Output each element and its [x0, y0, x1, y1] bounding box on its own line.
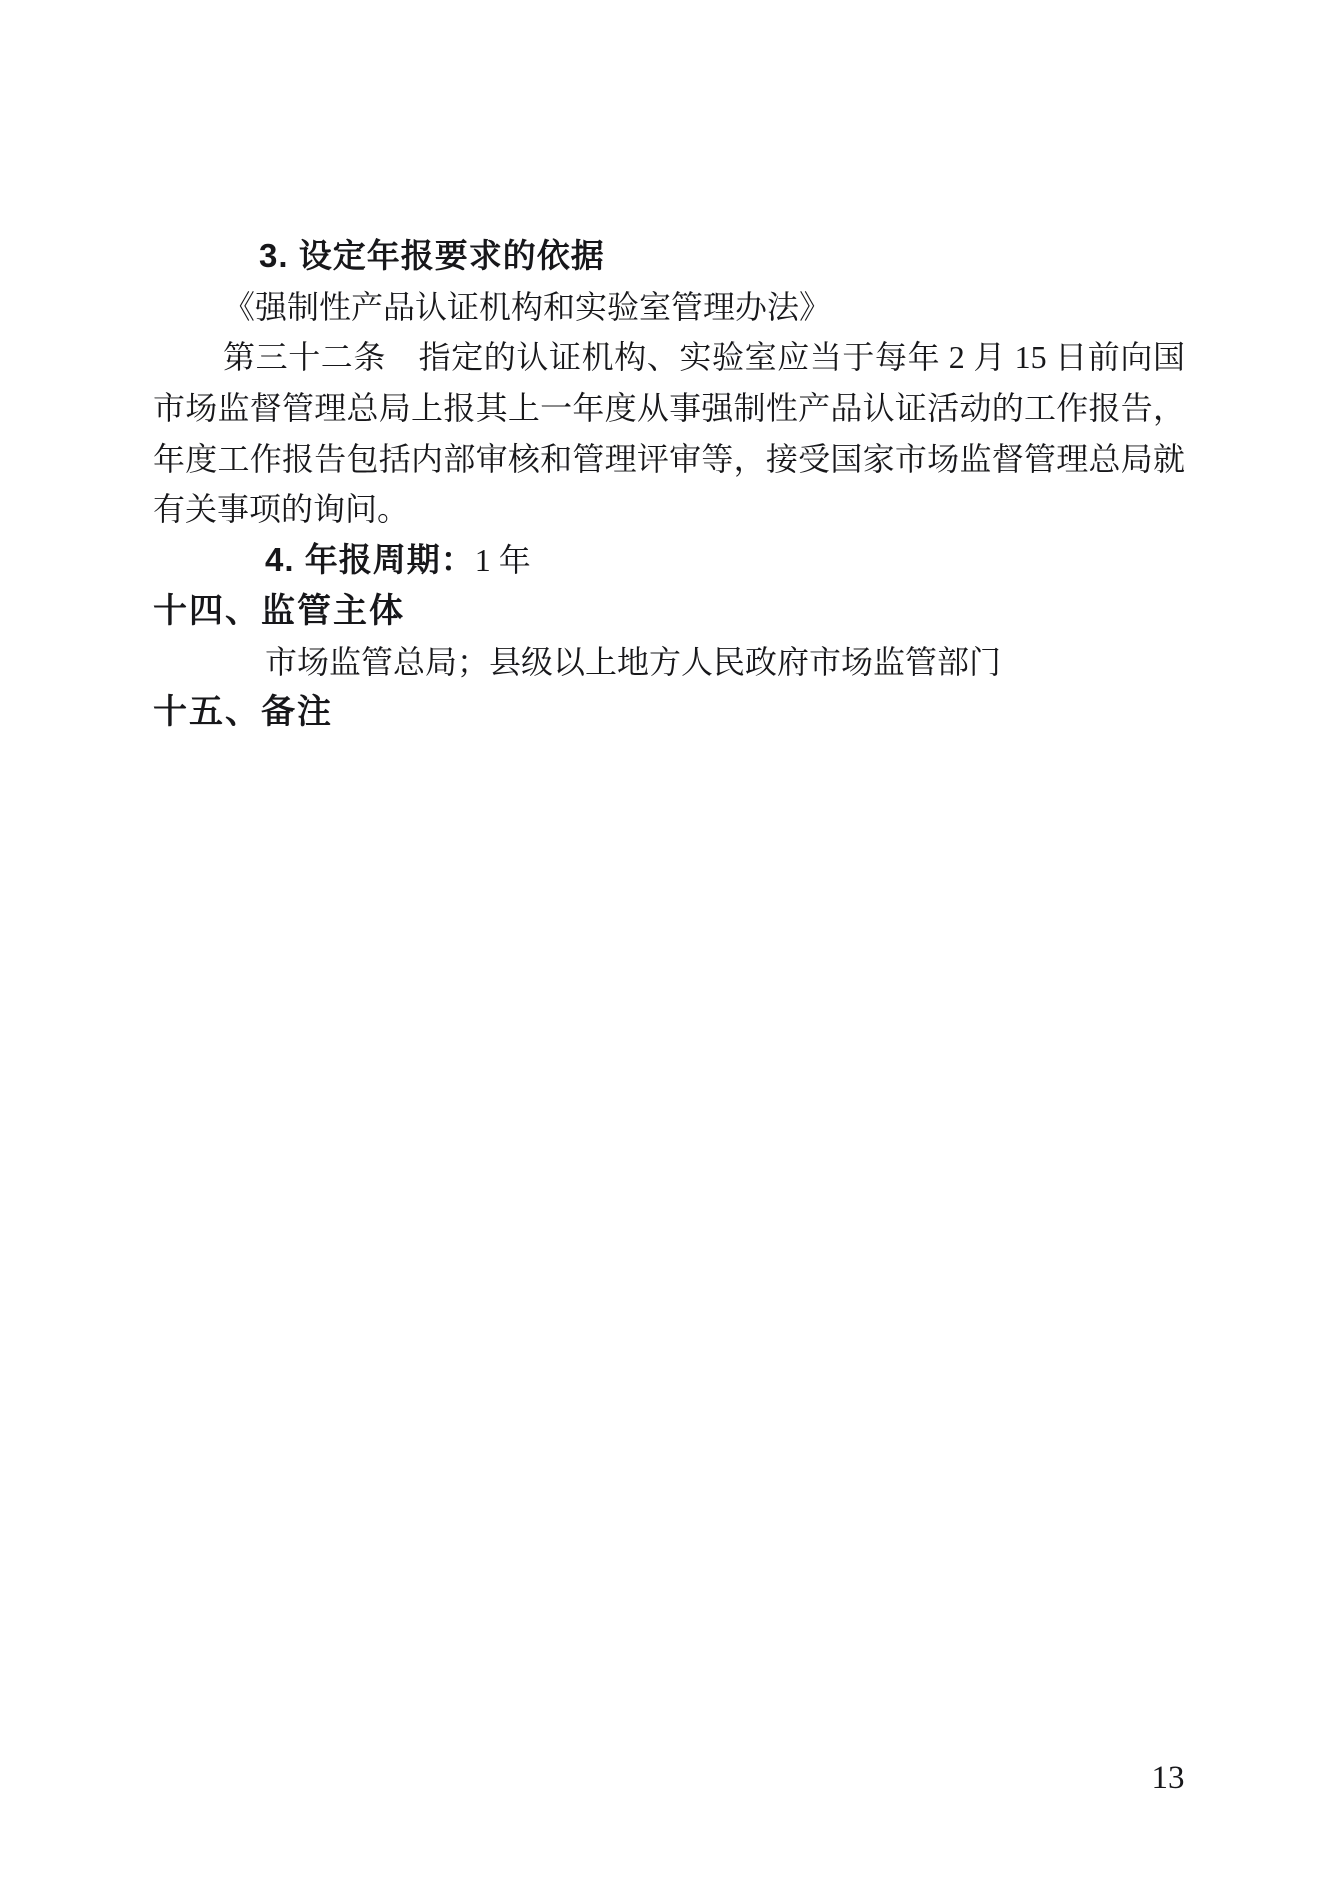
section-14-body: 市场监管总局；县级以上地方人民政府市场监管部门 [265, 643, 1002, 680]
article-32-line-2: 市场监督管理总局上报其上一年度从事强制性产品认证活动的工作报告， [153, 390, 1185, 427]
article-32-line-1: 第三十二条 指定的认证机构、实验室应当于每年 2 月 15 日前向国 [223, 339, 1185, 376]
section-15-heading: 十五、备注 [153, 693, 333, 732]
page-number: 13 [1151, 1760, 1185, 1796]
item-4-heading [153, 535, 1185, 586]
section-14-heading: 十四、监管主体 [153, 591, 405, 630]
item-4-label: 4. 年报周期： [265, 541, 475, 579]
law-title: 《强制性产品认证机构和实验室管理办法》 [223, 288, 832, 325]
item-4-value: 1 年 [474, 542, 531, 579]
article-32-line-4: 有关事项的询问。 [153, 491, 410, 528]
document-content [153, 231, 1185, 738]
item-3-heading: 3. 设定年报要求的依据 [259, 237, 605, 274]
article-32-line-3: 年度工作报告包括内部审核和管理评审等，接受国家市场监督管理总局就 [153, 440, 1185, 477]
